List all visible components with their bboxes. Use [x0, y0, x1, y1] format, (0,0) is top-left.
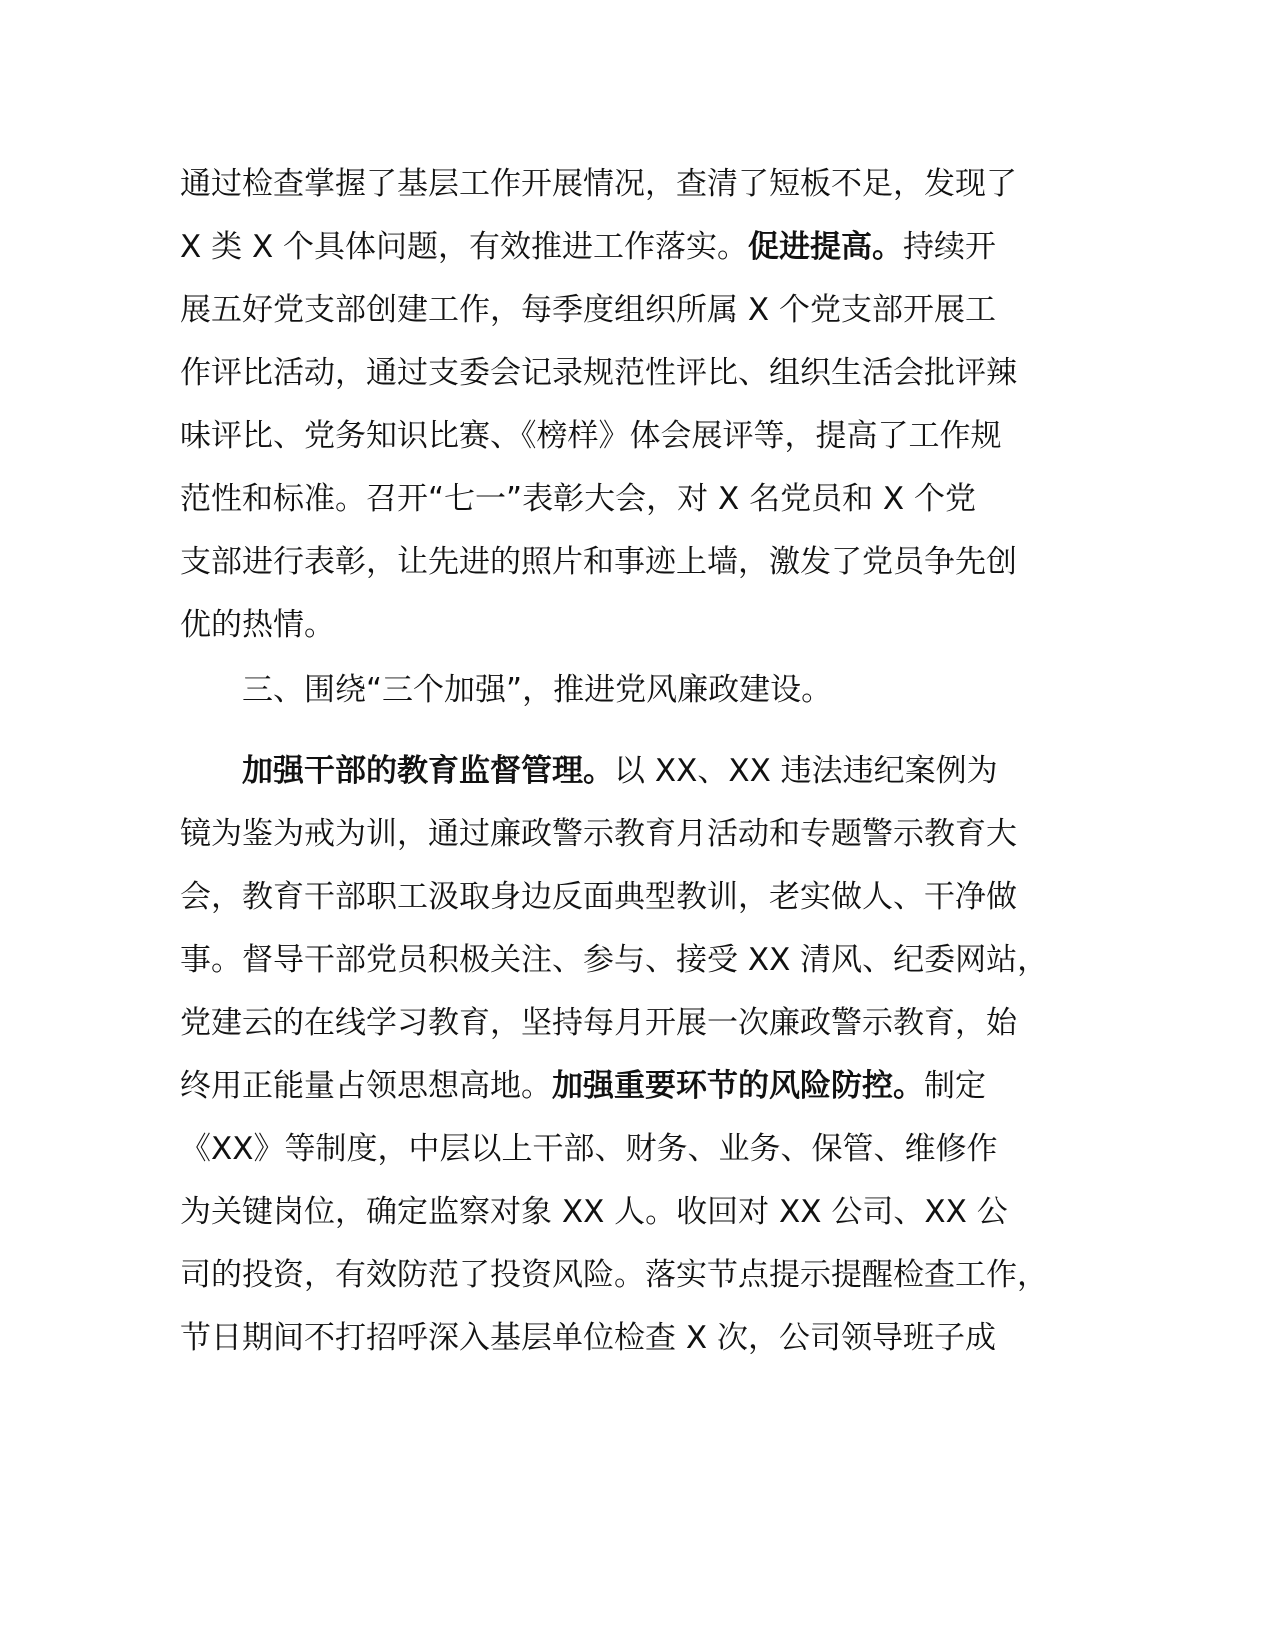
- text-line: 作评比活动，通过支委会记录规范性评比、组织生活会批评辣: [180, 355, 1017, 391]
- text-line: 《XX》等制度，中层以上干部、财务、业务、保管、维修作: [180, 1131, 998, 1167]
- text-line: 镜为鉴为戒为训，通过廉政警示教育月活动和专题警示教育大: [180, 816, 1017, 852]
- text-line: 会，教育干部职工汲取身边反面典型教训，老实做人、干净做: [180, 879, 1017, 915]
- text-line: 事。督导干部党员积极关注、参与、接受 XX 清风、纪委网站，: [180, 942, 1049, 978]
- text-run: 制定: [924, 1068, 986, 1104]
- section-heading-text: 三、围绕“三个加强”，推进党风廉政建设。: [242, 672, 833, 708]
- text-run: 终用正能量占领思想高地。: [180, 1068, 552, 1104]
- text-line: 范性和标准。召开“七一”表彰大会，对 X 名党员和 X 个党: [180, 481, 977, 517]
- text-line: 优的热情。: [180, 607, 335, 643]
- paragraph-party-branch: [180, 153, 1080, 657]
- text-line: [180, 216, 1080, 279]
- text-line: 味评比、党务知识比赛、《榜样》体会展评等，提高了工作规: [180, 418, 1002, 454]
- bold-lead-phrase: 促进提高。: [748, 229, 904, 265]
- text-run: 持续开: [903, 229, 997, 265]
- text-run: X 类 X 个具体问题，有效推进工作落实。: [180, 229, 749, 265]
- text-line: 司的投资，有效防范了投资风险。落实节点提示提醒检查工作，: [180, 1257, 1048, 1293]
- bold-lead-phrase: 加强重要环节的风险防控。: [552, 1068, 924, 1104]
- text-line: 节日期间不打招呼深入基层单位检查 X 次，公司领导班子成: [180, 1320, 996, 1356]
- text-line: [180, 1055, 1080, 1118]
- text-line: 展五好党支部创建工作，每季度组织所属 X 个党支部开展工: [180, 292, 996, 328]
- text-run: 以 XX、XX 违法违纪案例为: [614, 753, 998, 789]
- text-line: 通过检查掌握了基层工作开展情况，查清了短板不足，发现了: [180, 166, 1017, 202]
- text-line: [180, 740, 1080, 803]
- bold-lead-phrase: 加强干部的教育监督管理。: [242, 753, 614, 789]
- section-heading: [180, 659, 1080, 722]
- paragraph-integrity: [180, 740, 1080, 1370]
- text-line: 为关键岗位，确定监察对象 XX 人。收回对 XX 公司、XX 公: [180, 1194, 1008, 1230]
- text-line: 党建云的在线学习教育，坚持每月开展一次廉政警示教育，始: [180, 1005, 1017, 1041]
- text-line: 支部进行表彰，让先进的照片和事迹上墙，激发了党员争先创: [180, 544, 1017, 580]
